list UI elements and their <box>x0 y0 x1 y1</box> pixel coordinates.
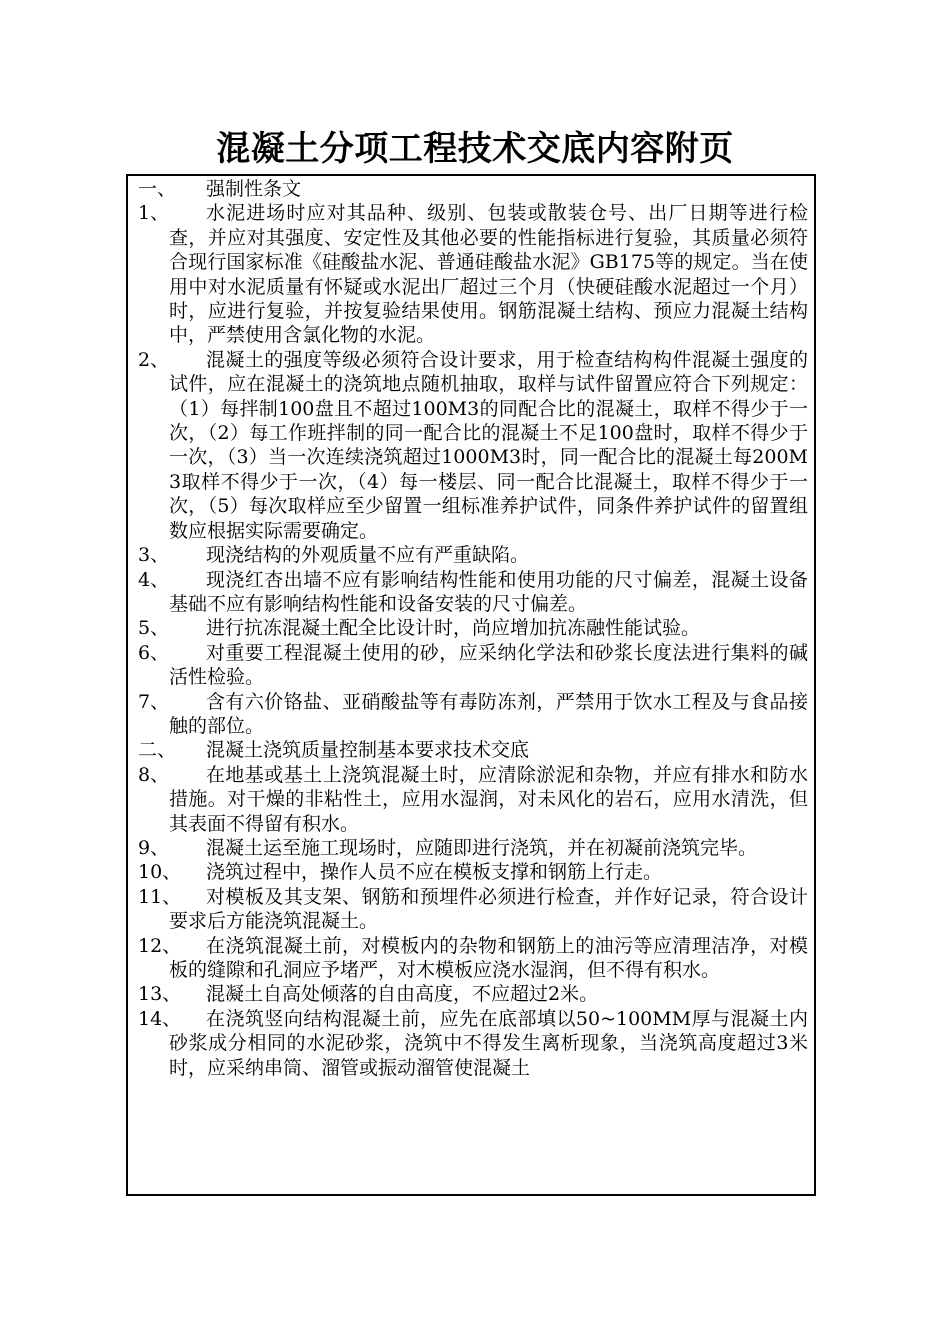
item-number: 7、 <box>138 690 170 713</box>
item-text: 水泥进场时应对其品种、级别、包装或散装仓号、出厂日期等进行检查，并应对其强度、安定性及其他必要的性能指标进行复验，其质量必须符合现行国家标准《硅酸盐水泥、普通硅酸盐水泥》GB175等的规定。当在使用中对水泥质量有怀疑或水泥出厂超过三个月（快硬硅酸水泥超过一个月）时，应进行复验，并按复验结果使用。钢筋混凝土结构、预应力混凝土结构中，严禁使用含氯化物的水泥。 <box>169 202 808 347</box>
list-item <box>138 836 808 860</box>
content-box <box>126 174 816 1196</box>
item-number: 13、 <box>138 983 182 1006</box>
list-item <box>138 348 808 543</box>
item-text: 现浇结构的外观质量不应有严重缺陷。 <box>206 544 530 567</box>
list-item <box>138 860 808 884</box>
list-item <box>138 177 808 201</box>
item-text: 浇筑过程中，操作人员不应在模板支撑和钢筋上行走。 <box>206 861 663 884</box>
page-title: 混凝土分项工程技术交底内容附页 <box>216 129 734 169</box>
item-number: 2、 <box>138 348 170 371</box>
item-number: 8、 <box>138 763 170 786</box>
list-item <box>138 763 808 836</box>
list-item <box>138 982 808 1006</box>
item-number: 6、 <box>138 641 170 664</box>
list-item <box>138 568 808 617</box>
item-number: 5、 <box>138 617 170 640</box>
item-text: 对模板及其支架、钢筋和预埋件必须进行检查，并作好记录，符合设计要求后方能浇筑混凝土。 <box>169 885 808 933</box>
item-text: 混凝土自高处倾落的自由高度，不应超过2米。 <box>206 983 599 1006</box>
item-number: 12、 <box>138 934 182 957</box>
item-number: 1、 <box>138 202 170 225</box>
item-number: 10、 <box>138 861 182 884</box>
item-text: 对重要工程混凝土使用的砂，应采纳化学法和砂浆长度法进行集料的碱活性检验。 <box>169 641 808 689</box>
item-number: 9、 <box>138 836 170 859</box>
item-text: 强制性条文 <box>206 178 302 200</box>
list-item <box>138 543 808 567</box>
item-list <box>138 177 808 1080</box>
item-number: 4、 <box>138 568 170 591</box>
item-text: 混凝土运至施工现场时，应随即进行浇筑，并在初凝前浇筑完毕。 <box>206 836 758 859</box>
list-item <box>138 641 808 690</box>
item-text: 现浇红杏出墙不应有影响结构性能和使用功能的尺寸偏差，混凝土设备基础不应有影响结构性能和设备安装的尺寸偏差。 <box>169 568 808 615</box>
item-text: 含有六价铬盐、亚硝酸盐等有毒防冻剂，严禁用于饮水工程及与食品接触的部位。 <box>169 690 808 737</box>
list-item <box>138 885 808 934</box>
list-item <box>138 738 808 762</box>
item-number: 3、 <box>138 544 170 567</box>
item-number: 14、 <box>138 1007 182 1030</box>
item-number: 二、 <box>138 739 177 762</box>
list-item <box>138 1007 808 1080</box>
item-text: 混凝土的强度等级必须符合设计要求，用于检查结构构件混凝土强度的试件，应在混凝土的浇筑地点随机抽取，取样与试件留置应符合下列规定：（1）每拌制100盘且不超过100M3的同配合比的混凝土，取样不得少于一次，（2）每工作班拌制的同一配合比的混凝土不足100盘时，取样不得少于一次，（3）当一次连续浇筑超过1000M3时，同一配合比的混凝土每200M3取样不得少于一次，（4）每一楼层、同一配合比混凝土，取样不得少于一次，（5）每次取样应至少留置一组标准养护试件，同条件养护试件的留置组数应根据实际需要确定。 <box>169 348 808 542</box>
item-text: 在浇筑竖向结构混凝土前，应先在底部填以50~100MM厚与混凝土内砂浆成分相同的水泥砂浆，浇筑中不得发生离析现象，当浇筑高度超过3米时，应采纳串筒、溜管或振动溜管使混凝土 <box>169 1007 808 1079</box>
list-item <box>138 616 808 640</box>
item-number: 一、 <box>138 178 177 200</box>
item-text: 在地基或基土上浇筑混凝土时，应清除淤泥和杂物，并应有排水和防水措施。对干燥的非粘性土，应用水湿润，对未风化的岩石，应用水清洗，但其表面不得留有积水。 <box>169 763 808 835</box>
item-text: 混凝土浇筑质量控制基本要求技术交底 <box>206 739 530 762</box>
item-text: 进行抗冻混凝土配全比设计时，尚应增加抗冻融性能试验。 <box>206 617 701 640</box>
list-item <box>138 934 808 983</box>
list-item <box>138 201 808 347</box>
item-number: 11、 <box>138 885 182 908</box>
item-text: 在浇筑混凝土前，对模板内的杂物和钢筋上的油污等应清理洁净，对模板的缝隙和孔洞应予堵严，对木模板应浇水湿润，但不得有积水。 <box>169 934 808 981</box>
list-item <box>138 690 808 739</box>
